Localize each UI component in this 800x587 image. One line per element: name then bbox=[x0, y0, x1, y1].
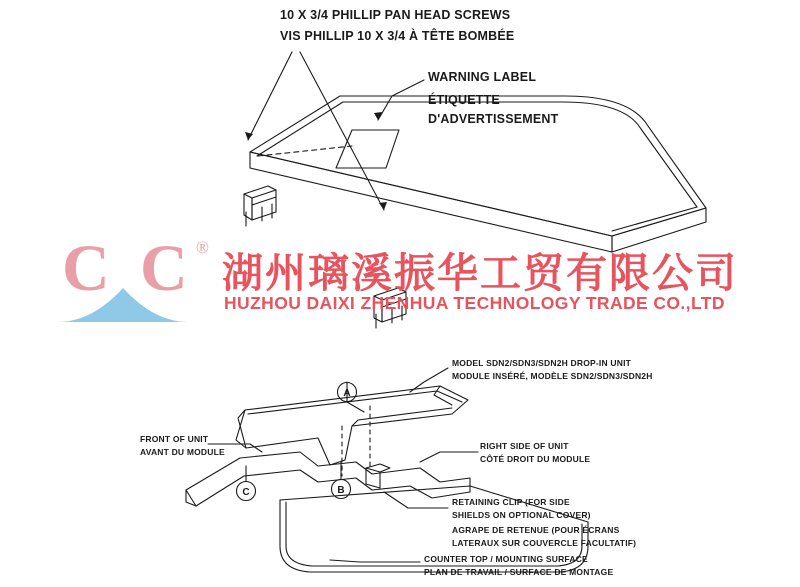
watermark-company-english: HUZHOU DAIXI ZHENHUA TECHNOLOGY TRADE CO.,LTD bbox=[224, 293, 725, 313]
retaining-clip bbox=[366, 468, 380, 488]
retaining-clip-top bbox=[366, 464, 390, 472]
label-counter-top-en: COUNTER TOP / MOUNTING SURFACE bbox=[424, 554, 588, 564]
clip-left-face bbox=[252, 190, 276, 220]
arrowhead-screw-right bbox=[379, 202, 387, 210]
clip-left-tabs bbox=[246, 204, 272, 226]
label-screws-en: 10 X 3/4 PHILLIP PAN HEAD SCREWS bbox=[280, 8, 511, 22]
callout-circle-c bbox=[237, 482, 256, 501]
lower-unit-flange-inner bbox=[352, 408, 452, 426]
label-screws-fr: VIS PHILLIP 10 X 3/4 À TÊTE BOMBÉE bbox=[280, 29, 515, 43]
leader-retaining-clip bbox=[384, 492, 448, 508]
label-front-en: FRONT OF UNIT bbox=[140, 434, 209, 444]
lower-unit-gasket bbox=[248, 391, 462, 414]
leader-warning-label bbox=[378, 80, 424, 120]
label-right-side-en: RIGHT SIDE OF UNIT bbox=[480, 441, 569, 451]
leader-right-side bbox=[420, 452, 478, 462]
callout-label-b: B bbox=[337, 485, 345, 496]
callout-circle-b bbox=[332, 480, 351, 499]
callout-label-c: C bbox=[242, 487, 250, 498]
arrowhead-warning bbox=[374, 112, 382, 120]
lower-unit-flange-left-edge bbox=[238, 410, 246, 448]
label-retaining-clip-en-2: SHIELDS ON OPTIONAL COVER) bbox=[452, 510, 591, 520]
arrowhead-screw-left bbox=[245, 132, 253, 140]
label-warning-fr-line2: D'ADVERTISSEMENT bbox=[428, 112, 559, 126]
lower-unit-flange-right-edge bbox=[434, 386, 452, 405]
label-model-fr: MODULE INSÉRÉ, MODÈLE SDN2/SDN3/SDN2H bbox=[452, 371, 653, 381]
leader-screws-left bbox=[248, 52, 292, 140]
leader-screws-right bbox=[300, 52, 384, 210]
watermark-letter-2: C bbox=[140, 232, 188, 305]
leader-model bbox=[410, 368, 448, 392]
label-right-side-fr: CÔTÉ DROIT DU MODULE bbox=[480, 454, 591, 464]
counter-top-slab bbox=[186, 452, 470, 506]
unit-dashed-line bbox=[258, 146, 352, 156]
label-retaining-clip-fr-1: AGRAPE DE RETENUE (POUR ÉCRANS bbox=[452, 525, 620, 535]
lower-unit-flange bbox=[236, 386, 468, 465]
counter-top-left-edge bbox=[186, 490, 196, 506]
label-warning-fr-line1: ÉTIQUETTE bbox=[428, 93, 500, 107]
watermark bbox=[0, 232, 800, 332]
label-retaining-clip-fr-2: LATERAUX SUR COUVERCLE FACULTATIF) bbox=[452, 538, 637, 548]
unit-back-lip bbox=[612, 207, 697, 231]
clip-left-top bbox=[244, 186, 276, 194]
callout-circle-a bbox=[338, 383, 357, 402]
registered-icon: ® bbox=[196, 238, 209, 257]
label-model-en: MODEL SDN2/SDN3/SDN2H DROP-IN UNIT bbox=[452, 358, 632, 368]
clip-left-body bbox=[244, 194, 252, 220]
leader-callout-a-down bbox=[347, 402, 364, 412]
label-retaining-clip-en-1: RETAINING CLIP (FOR SIDE bbox=[452, 497, 570, 507]
warning-label-plate bbox=[336, 130, 399, 168]
clip-left-line bbox=[252, 197, 276, 205]
label-front-fr: AVANT DU MODULE bbox=[140, 447, 225, 457]
watermark-letter-1: C bbox=[62, 232, 110, 305]
label-counter-top-fr: PLAN DE TRAVAIL / SURFACE DE MONTAGE bbox=[424, 567, 614, 577]
label-warning-en: WARNING LABEL bbox=[428, 70, 537, 84]
watermark-company-chinese: 湖州璃溪振华工贸有限公司 bbox=[222, 249, 738, 297]
callout-label-a: A bbox=[343, 388, 351, 399]
leader-counter-top bbox=[330, 560, 420, 562]
